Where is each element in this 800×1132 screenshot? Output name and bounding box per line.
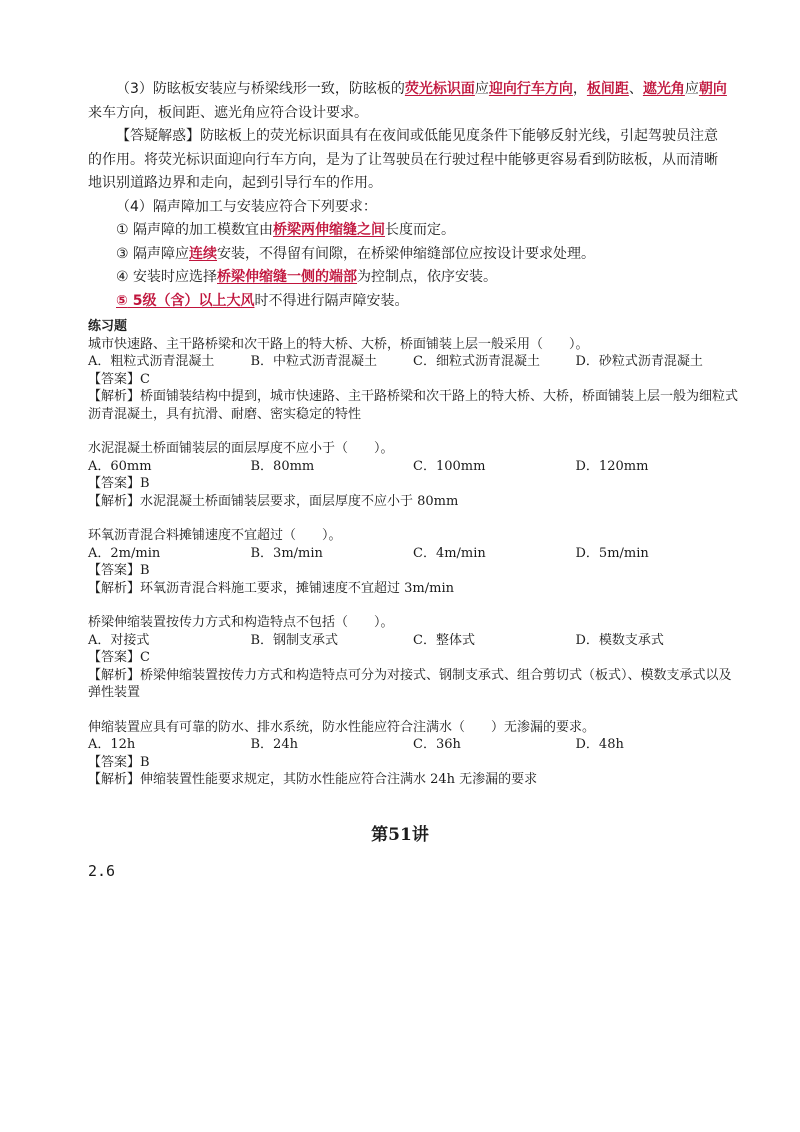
option: B．中粒式沥青混凝土	[250, 354, 378, 369]
text: 为控制点，依序安装。	[357, 269, 498, 285]
option: C．细粒式沥青混凝土	[413, 354, 540, 369]
notes-block	[88, 78, 728, 313]
faq-paragraph	[88, 125, 728, 196]
option: B．24h	[250, 737, 298, 752]
options-row	[88, 353, 738, 371]
option: A．对接式	[88, 632, 150, 648]
question	[88, 719, 738, 789]
option: A．12h	[88, 737, 136, 752]
text: ，	[572, 81, 587, 97]
question-stem: 环氧沥青混合料摊铺速度不宜超过（ ）。	[88, 528, 342, 543]
option: B．80mm	[250, 458, 315, 474]
text: 、	[628, 81, 643, 97]
answer: 【答案】B	[88, 476, 150, 491]
question-stem: 水泥混凝土桥面铺装层的面层厚度不应小于（ ）。	[88, 441, 394, 456]
highlight-term: 朝向	[698, 81, 727, 97]
section-4-item	[88, 290, 728, 314]
text: 安装，不得留有间隙，在桥梁伸缩缝部位应按设计要求处理。	[217, 245, 596, 262]
highlight-term: 5级（含）以上大风	[127, 292, 255, 309]
option: C．4m/min	[413, 545, 486, 561]
item-number: ④	[116, 269, 129, 285]
analysis: 【解析】桥面铺装结构中提到，城市快速路、主干路桥梁和次干路上的特大桥、大桥，桥面铺装上层一般为细粒式沥青混凝土，具有抗滑、耐磨、密实稳定的特性	[88, 389, 739, 422]
faq-label: 【答疑解惑】	[116, 128, 200, 144]
section-3-paragraph	[88, 78, 728, 125]
question-stem: 桥梁伸缩装置按传力方式和构造特点不包括（ ）。	[88, 615, 394, 630]
section-4-item	[88, 243, 728, 267]
option: B．3m/min	[250, 545, 323, 561]
item-number: ⑤	[116, 292, 128, 309]
text: 来车方向，板间距、遮光角应符合设计要求。	[88, 104, 368, 121]
options-row	[88, 458, 738, 476]
analysis: 【解析】水泥混凝土桥面铺装层要求，面层厚度不应小于 80mm	[88, 493, 459, 509]
question	[88, 527, 738, 597]
analysis: 【解析】环氧沥青混合料施工要求，摊铺速度不宜超过 3m/min	[88, 580, 454, 596]
text: 隔声障应	[128, 245, 190, 262]
option: D．5m/min	[575, 545, 649, 561]
section-4-item	[88, 266, 728, 290]
option: C．整体式	[413, 632, 475, 648]
section-4-item	[88, 219, 728, 243]
answer: 【答案】B	[88, 754, 150, 770]
question	[88, 336, 738, 424]
faq-text: 防眩板上的荧光标识面具有在夜间或低能见度条件下能够反射光线，引起驾驶员注意的作用。将荧光标识面迎向行车方向，是为了让驾驶员在行驶过程中能够更容易看到防眩板，从而清晰地识别道路边界和走向，起到引导行车的作用。	[88, 128, 718, 191]
section-4-title: （4）隔声障加工与安装应符合下列要求：	[116, 198, 377, 215]
analysis: 【解析】伸缩装置性能要求规定，其防水性能应符合注满水 24h 无渗漏的要求	[88, 772, 538, 787]
answer: 【答案】C	[88, 650, 150, 665]
text: 隔声障的加工模数宜由	[128, 222, 274, 238]
answer: 【答案】B	[88, 563, 150, 578]
highlight-term: 桥梁伸缩缝一侧的端部	[217, 269, 358, 285]
highlight-term: 桥梁两伸缩缝之间	[273, 222, 386, 238]
option: A．2m/min	[88, 545, 161, 561]
option: A．粗粒式沥青混凝土	[88, 354, 215, 369]
item-number: ①	[116, 222, 129, 238]
exercise-block	[88, 318, 738, 789]
option: B．钢制支承式	[250, 632, 339, 648]
option: D．砂粒式沥青混凝土	[575, 354, 703, 369]
highlight-term: 荧光标识面	[404, 81, 475, 97]
text: 应	[684, 81, 699, 97]
highlight-term: 板间距	[586, 81, 629, 97]
question-stem: 伸缩装置应具有可靠的防水、排水系统，防水性能应符合注满水（ ）无渗漏的要求。	[88, 719, 596, 735]
answer: 【答案】C	[88, 371, 150, 387]
highlight-term: 遮光角	[642, 81, 685, 97]
option: C．36h	[413, 737, 461, 752]
option: D．120mm	[575, 458, 649, 474]
exercise-title: 练习题	[88, 319, 128, 334]
highlight-term: 连续	[189, 245, 218, 262]
item-number: ③	[116, 245, 129, 262]
option: D．48h	[575, 737, 624, 752]
text: 长度而定。	[385, 222, 456, 238]
options-row	[88, 545, 738, 563]
option: A．60mm	[88, 458, 152, 474]
lecture-title: 第51讲	[371, 825, 429, 845]
text: 安装时应选择	[128, 269, 218, 285]
highlight-term: 迎向行车方向	[488, 81, 573, 97]
question	[88, 614, 738, 702]
text: 应	[474, 81, 489, 97]
question	[88, 440, 738, 510]
question-stem: 城市快速路、主干路桥梁和次干路上的特大桥、大桥，桥面铺装上层一般采用（ ）。	[88, 336, 589, 352]
options-row	[88, 736, 738, 754]
option: C．100mm	[413, 458, 486, 474]
text: 时不得进行隔声障安装。	[254, 292, 409, 309]
option: D．模数支承式	[575, 632, 664, 648]
options-row	[88, 632, 738, 650]
analysis: 【解析】桥梁伸缩装置按传力方式和构造特点可分为对接式、钢制支承式、组合剪切式（板式）、模数支承式以及弹性装置	[88, 667, 732, 700]
section-number: 2.6	[88, 862, 116, 880]
text: （3）防眩板安装应与桥梁线形一致，防眩板的	[116, 81, 405, 97]
